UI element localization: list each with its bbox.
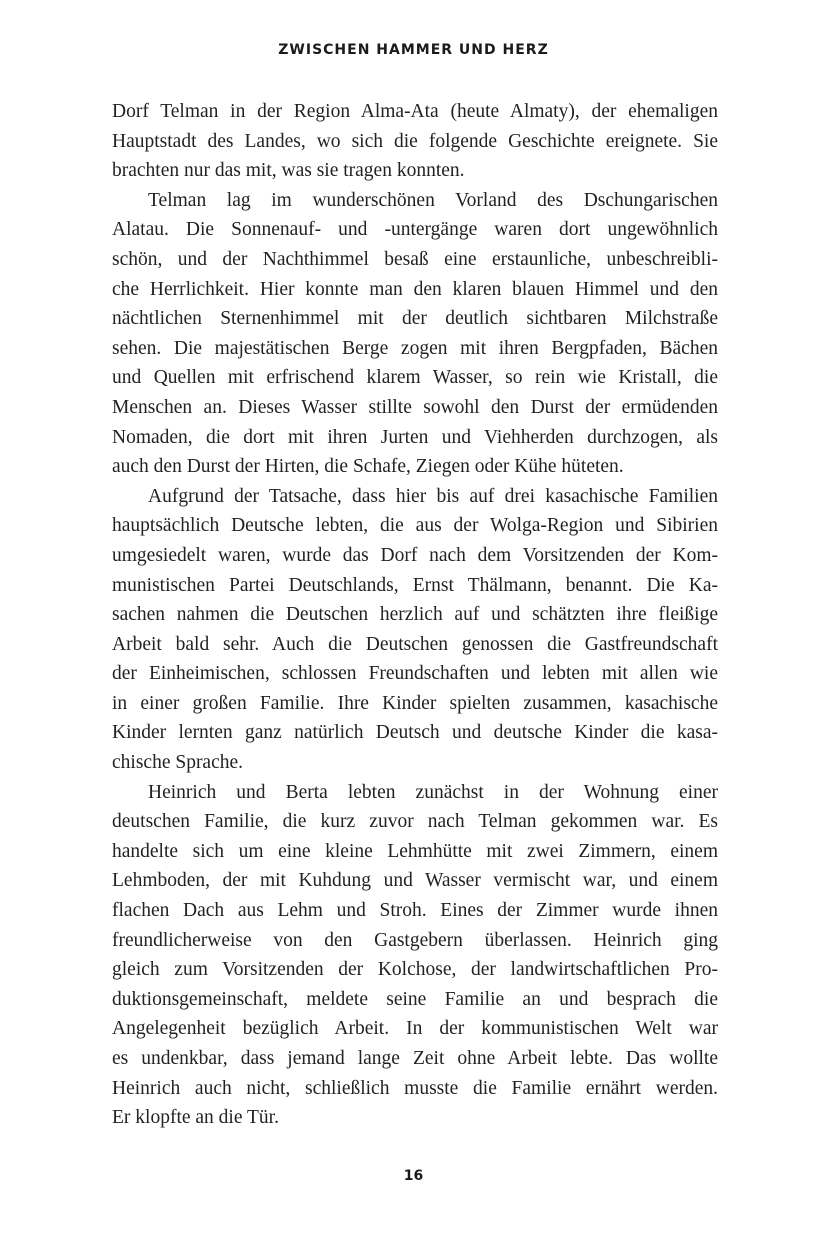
text-line: und Quellen mit erfrischend klarem Wasser, so rein wie Kristall, die [112, 367, 718, 389]
text-line: chische Sprache. [112, 752, 244, 774]
text-line: Kinder lernten ganz natürlich Deutsch und deutsche Kinder die kasa- [112, 722, 718, 744]
text-line: sehen. Die majestätischen Berge zogen mit ihren Bergpfaden, Bächen [112, 337, 718, 359]
text-line: Nomaden, die dort mit ihren Jurten und Viehherden durchzogen, als [112, 426, 718, 448]
paragraph [112, 97, 718, 186]
text-line: Telman lag im wunderschönen Vorland des Dschungarischen [148, 189, 718, 211]
text-line: umgesiedelt waren, wurde das Dorf nach dem Vorsitzenden der Kom- [112, 544, 718, 566]
text-line: in einer großen Familie. Ihre Kinder spielten zusammen, kasachische [112, 692, 718, 714]
text-line: nächtlichen Sternenhimmel mit der deutlich sichtbaren Milchstraße [112, 308, 718, 330]
text-line: deutschen Familie, die kurz zuvor nach Telman gekommen war. Es [112, 811, 718, 833]
text-line: auch den Durst der Hirten, die Schafe, Ziegen oder Kühe hüteten. [112, 456, 624, 478]
text-line: sachen nahmen die Deutschen herzlich auf und schätzten ihre fleißige [112, 604, 718, 626]
text-line: Arbeit bald sehr. Auch die Deutschen genossen die Gastfreundschaft [112, 633, 718, 655]
text-line: freundlicherweise von den Gastgebern überlassen. Heinrich ging [112, 929, 718, 951]
text-line: che Herrlichkeit. Hier konnte man den klaren blauen Himmel und den [112, 278, 718, 300]
text-line: handelte sich um eine kleine Lehmhütte mit zwei Zimmern, einem [112, 840, 718, 862]
text-line: Alatau. Die Sonnenauf- und -untergänge waren dort ungewöhnlich [112, 219, 718, 241]
text-line: flachen Dach aus Lehm und Stroh. Eines der Zimmer wurde ihnen [112, 900, 718, 922]
text-line: Hauptstadt des Landes, wo sich die folgende Geschichte ereignete. Sie [112, 130, 718, 152]
page-number: 16 [403, 1168, 424, 1184]
text-line: es undenkbar, dass jemand lange Zeit ohne Arbeit lebte. Das wollte [112, 1048, 718, 1069]
paragraph [112, 186, 718, 482]
text-line: hauptsächlich Deutsche lebten, die aus der Wolga-Region und Sibirien [112, 515, 718, 537]
body-text [112, 97, 718, 1133]
text-line: Aufgrund der Tatsache, dass hier bis auf drei kasachische Familien [148, 485, 718, 507]
paragraph [112, 778, 718, 1133]
paragraph [112, 482, 718, 778]
text-line: schön, und der Nachthimmel besaß eine erstaunliche, unbeschreibli- [112, 248, 718, 270]
text-line: Er klopfte an die Tür. [112, 1107, 279, 1129]
text-line: brachten nur das mit, was sie tragen konnten. [112, 160, 465, 182]
text-line: der Einheimischen, schlossen Freundschaften und lebten mit allen wie [112, 663, 718, 685]
text-line: duktionsgemeinschaft, meldete seine Familie an und besprach die [112, 988, 718, 1010]
text-line: Heinrich auch nicht, schließlich musste die Familie ernährt werden. [112, 1077, 718, 1099]
text-line: gleich zum Vorsitzenden der Kolchose, der landwirtschaftlichen Pro- [112, 959, 718, 981]
text-line: Dorf Telman in der Region Alma-Ata (heute Almaty), der ehemaligen [112, 101, 718, 122]
text-line: Lehmboden, der mit Kuhdung und Wasser vermischt war, und einem [112, 870, 718, 892]
text-line: Angelegenheit bezüglich Arbeit. In der kommunistischen Welt war [112, 1018, 718, 1040]
running-head-title: ZWISCHEN HAMMER UND HERZ [278, 42, 549, 58]
text-line: Heinrich und Berta lebten zunächst in der Wohnung einer [148, 781, 718, 803]
text-line: munistischen Partei Deutschlands, Ernst Thälmann, benannt. Die Ka- [112, 574, 718, 596]
text-line: Menschen an. Dieses Wasser stillte sowohl den Durst der ermüdenden [112, 396, 718, 418]
